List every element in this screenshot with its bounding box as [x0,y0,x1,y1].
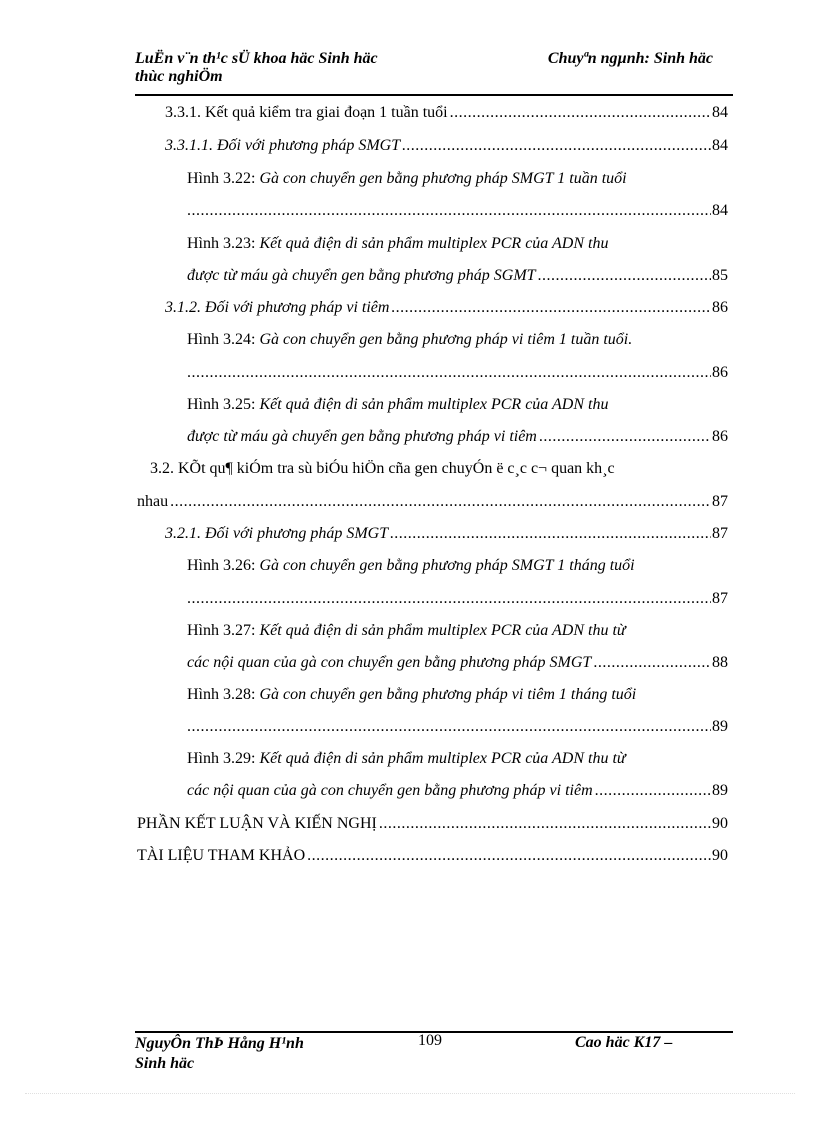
figure-label: Hình 3.28: [187,686,256,703]
toc-page-number: 90 [712,847,728,864]
figure-caption: Kết quả điện di sản phẩm multiplex PCR của ADN thu từ [259,750,626,767]
footer-program: Cao häc K17 – [575,1034,673,1051]
footer-author [135,1034,355,1074]
toc-leader [450,104,711,122]
header-thesis-title [135,50,465,86]
toc-leader [538,267,711,285]
figure-caption: Kết quả điện di sản phẩm multiplex PCR của ADN thu [259,235,609,252]
header-title-line2: thùc nghiÖm [135,68,223,85]
toc-page-number: 88 [712,654,728,671]
toc-page-number: 86 [712,364,728,381]
toc-leader [593,654,711,672]
toc-entry[interactable] [165,525,728,543]
toc-entry-title: PHẦN KẾT LUẬN VÀ KIẾN NGHỊ [137,815,377,832]
figure-caption-cont: các nội quan của gà con chuyển gen bằng phương pháp vi tiêm [187,782,593,799]
toc-leader [390,525,711,543]
figure-label: Hình 3.23: [187,235,256,252]
toc-entry[interactable] [187,202,728,220]
figure-caption: Gà con chuyển gen bằng phương pháp vi tiêm 1 tháng tuổi [259,686,637,703]
toc-entry[interactable] [187,364,728,382]
toc-page-number: 84 [712,104,728,121]
toc-leader [187,202,711,220]
figure-caption-cont: được từ máu gà chuyển gen bằng phương pháp SGMT [187,267,536,284]
page-number: 109 [418,1032,442,1049]
toc-entry-title: 3.2. KÕt qu¶ kiÓm tra sù biÓu hiÖn cña gen chuyÓn ë c¸c c¬ quan kh¸c [150,460,615,477]
figure-caption: Gà con chuyển gen bằng phương pháp vi tiêm 1 tuần tuổi. [259,331,633,348]
toc-leader [187,718,711,736]
toc-entry[interactable] [137,847,728,865]
figure-caption: Gà con chuyển gen bằng phương pháp SMGT 1 tuần tuổi [259,170,627,187]
page-header [135,50,733,96]
footer-author-line2: Sinh häc [135,1055,195,1072]
toc-entry-title: 3.2.1. Đối với phương pháp SMGT [165,525,389,542]
toc-entry-title: 3.1.2. Đối với phương pháp vi tiêm [165,299,390,316]
toc-leader [187,590,711,608]
figure-caption: Kết quả điện di sản phẩm multiplex PCR của ADN thu [259,396,609,413]
toc-entry[interactable] [187,590,728,608]
toc-entry-title: 3.3.1. Kết quả kiểm tra giai đoạn 1 tuần tuổi [165,104,448,121]
toc-page-number: 84 [712,137,728,154]
toc-figure-caption[interactable] [187,557,635,575]
toc-leader [391,299,711,317]
header-major: Chuyªn ngµnh: Sinh häc [547,50,713,67]
figure-label: Hình 3.25: [187,396,256,413]
toc-leader [307,847,711,865]
page-bottom-dotted-line [25,1093,795,1094]
toc-figure-caption[interactable] [187,396,608,414]
figure-caption-cont: các nội quan của gà con chuyển gen bằng phương pháp SMGT [187,654,592,671]
toc-entry[interactable] [187,782,728,800]
toc-entry[interactable] [165,104,728,122]
toc-page-number: 87 [712,493,728,510]
toc-figure-caption[interactable] [187,686,636,704]
toc-page-number: 85 [712,267,728,284]
figure-caption: Kết quả điện di sản phẩm multiplex PCR của ADN thu từ [259,622,626,639]
toc-entry[interactable] [165,137,728,155]
toc-entry-title-cont: nhau [137,493,169,510]
toc-section-title[interactable] [150,460,615,478]
header-title-line1: LuËn v¨n th¹c sÜ khoa häc Sinh häc [135,50,378,67]
toc-entry-title: TÀI LIỆU THAM KHẢO [137,847,306,864]
figure-label: Hình 3.27: [187,622,256,639]
toc-entry[interactable] [137,815,728,833]
figure-label: Hình 3.22: [187,170,256,187]
page-footer [135,1034,733,1078]
toc-page-number: 86 [712,299,728,316]
toc-page-number: 86 [712,428,728,445]
header-rule [135,94,733,96]
figure-label: Hình 3.29: [187,750,256,767]
toc-figure-caption[interactable] [187,331,632,349]
figure-caption: Gà con chuyển gen bằng phương pháp SMGT 1 tháng tuổi [259,557,635,574]
footer-author-line1: NguyÔn ThÞ Hång H¹nh [135,1035,304,1052]
toc-leader [402,137,711,155]
toc-leader [595,782,711,800]
toc-figure-caption[interactable] [187,235,608,253]
toc-page-number: 89 [712,782,728,799]
toc-figure-caption[interactable] [187,622,626,640]
toc-entry[interactable] [187,267,728,285]
toc-leader [170,493,711,511]
toc-figure-caption[interactable] [187,750,626,768]
toc-entry[interactable] [137,493,728,511]
figure-label: Hình 3.26: [187,557,256,574]
toc-entry[interactable] [187,654,728,672]
toc-entry-title: 3.3.1.1. Đối với phương pháp SMGT [165,137,401,154]
toc-page-number: 90 [712,815,728,832]
toc-leader [379,815,711,833]
toc-leader [539,428,711,446]
toc-figure-caption[interactable] [187,170,627,188]
toc-leader [187,364,711,382]
toc-page-number: 87 [712,590,728,607]
toc-entry[interactable] [165,299,728,317]
toc-page-number: 89 [712,718,728,735]
toc-entry[interactable] [187,718,728,736]
figure-caption-cont: được từ máu gà chuyển gen bằng phương pháp vi tiêm [187,428,537,445]
toc-entry[interactable] [187,428,728,446]
toc-page-number: 84 [712,202,728,219]
figure-label: Hình 3.24: [187,331,256,348]
toc-page-number: 87 [712,525,728,542]
